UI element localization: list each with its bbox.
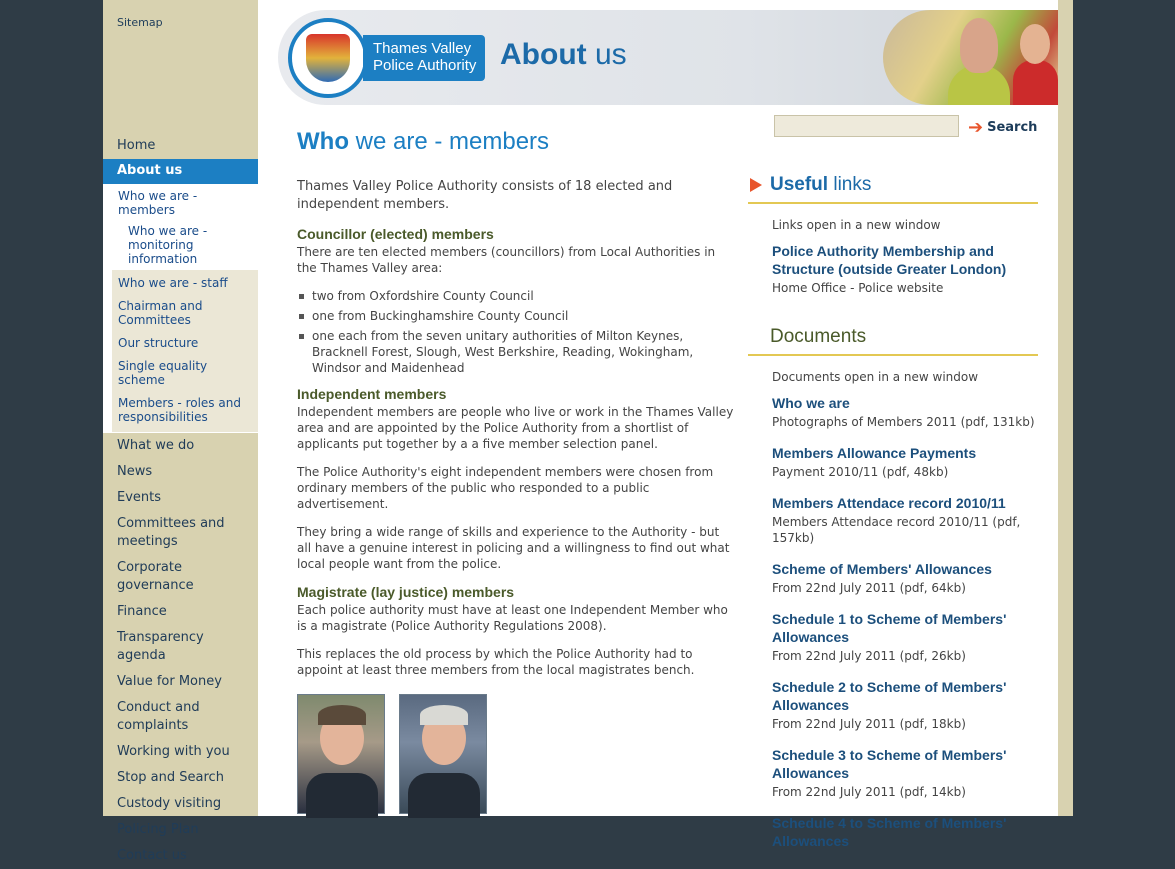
heading-councillor: Councillor (elected) members: [297, 226, 494, 242]
subnav-members-roles[interactable]: Members - roles and responsibilities: [118, 396, 241, 424]
logo-line2: Police Authority: [373, 57, 477, 74]
member-photos: [297, 694, 735, 814]
subnav-single-equality-scheme[interactable]: Single equality scheme: [118, 359, 208, 387]
heading-independent: Independent members: [297, 386, 447, 402]
doc-desc: From 22nd July 2011 (pdf, 26kb): [772, 649, 966, 663]
doc-desc: From 22nd July 2011 (pdf, 14kb): [772, 785, 966, 799]
useful-links-note: Links open in a new window: [772, 218, 941, 232]
documents-note: Documents open in a new window: [772, 370, 979, 384]
list-item: one each from the seven unitary authorities of Milton Keynes, Bracknell Forest, Slough, West Berkshire, Reading, Wokingham, Windsor and Maidenhead: [297, 328, 735, 376]
header-title: [500, 38, 627, 72]
independent-text-1: Independent members are people who live or work in the Thames Valley area and are appointed by the Police Authority from a shortlist of applicants put together by a a five member selection panel.: [297, 405, 734, 451]
useful-links-heading-rest: links: [828, 174, 872, 195]
nav-home[interactable]: Home: [117, 138, 156, 153]
logo-line1: Thames Valley: [373, 40, 472, 57]
nav-transparency-agenda[interactable]: Transparency agenda: [117, 630, 204, 663]
crest-icon: [306, 34, 350, 82]
councillor-list: [297, 288, 735, 376]
right-border-strip: [1058, 0, 1073, 816]
nav-corporate-governance[interactable]: Corporate governance: [117, 560, 194, 593]
doc-desc: Members Attendace record 2010/11 (pdf, 157kb): [772, 515, 1021, 545]
magistrate-text-2: This replaces the old process by which the Police Authority had to appoint at least three members from the local magistrates bench.: [297, 647, 695, 677]
useful-links-heading-bold: Useful: [770, 174, 829, 195]
documents-heading: Documents: [748, 324, 1038, 356]
doc-desc: From 22nd July 2011 (pdf, 64kb): [772, 581, 966, 595]
search-button-label: Search: [987, 120, 1038, 135]
nav-custody-visiting[interactable]: Custody visiting: [117, 796, 222, 811]
list-item: one from Buckinghamshire County Council: [297, 308, 735, 324]
about-subnav: [103, 184, 258, 433]
independent-text-2: The Police Authority's eight independent members were chosen from ordinary members of the public who responded to a public advertisement.: [297, 465, 714, 511]
nav-stop-and-search[interactable]: Stop and Search: [117, 770, 224, 785]
nav-policing-plan[interactable]: Policing Plan: [117, 822, 199, 837]
logo[interactable]: [288, 18, 368, 98]
list-item: two from Oxfordshire County Council: [297, 288, 735, 304]
nav-contact-us[interactable]: Contact us: [117, 848, 187, 863]
doc-link[interactable]: Schedule 2 to Scheme of Members' Allowances: [772, 679, 1007, 713]
subnav-chairman-committees[interactable]: Chairman and Committees: [118, 299, 203, 327]
subnav-who-we-are-members[interactable]: Who we are - members: [118, 189, 198, 217]
nav-events[interactable]: Events: [117, 490, 162, 505]
doc-link[interactable]: Members Allowance Payments: [772, 445, 977, 461]
doc-link[interactable]: Who we are: [772, 395, 850, 411]
page-title-rest: we are - members: [348, 128, 550, 155]
heading-magistrate: Magistrate (lay justice) members: [297, 584, 515, 600]
about-subnav-2: [112, 270, 258, 432]
useful-link-desc: Home Office - Police website: [772, 281, 944, 295]
page-title: [297, 128, 735, 156]
nav-conduct-complaints[interactable]: Conduct and complaints: [117, 700, 200, 733]
page: [103, 0, 1073, 863]
doc-link[interactable]: Scheme of Members' Allowances: [772, 561, 992, 577]
useful-link[interactable]: Police Authority Membership and Structure (outside Greater London): [772, 243, 1007, 277]
search-input[interactable]: [774, 115, 959, 137]
doc-link[interactable]: Schedule 3 to Scheme of Members' Allowances: [772, 747, 1007, 781]
logo-text: [363, 35, 485, 81]
doc-desc: Photographs of Members 2011 (pdf, 131kb): [772, 415, 1035, 429]
right-sidebar: [748, 172, 1038, 850]
documents-list: [748, 356, 1038, 850]
doc-desc: Payment 2010/11 (pdf, 48kb): [772, 465, 949, 479]
sitemap-link[interactable]: Sitemap: [117, 16, 163, 29]
doc-link[interactable]: Schedule 4 to Scheme of Members' Allowances: [772, 815, 1007, 849]
header-photo: [883, 10, 1058, 105]
councillor-text: There are ten elected members (councillors) from Local Authorities in the Thames Valley area:: [297, 245, 716, 275]
member-photo[interactable]: [399, 694, 487, 814]
member-photo[interactable]: [297, 694, 385, 814]
header-title-bold: About: [500, 38, 587, 71]
nav-value-for-money[interactable]: Value for Money: [117, 674, 222, 689]
intro-text: Thames Valley Police Authority consists of 18 elected and independent members.: [297, 179, 673, 212]
arrow-right-icon: ➔: [968, 117, 984, 138]
main-content: [297, 128, 735, 814]
useful-links-heading: [748, 172, 1038, 204]
doc-desc: From 22nd July 2011 (pdf, 18kb): [772, 717, 966, 731]
subnav-monitoring-information[interactable]: Who we are - monitoring information: [128, 224, 208, 266]
main-nav: [103, 133, 258, 869]
header-banner: [278, 10, 1058, 105]
search-box: [774, 115, 1038, 138]
doc-link[interactable]: Members Attendace record 2010/11: [772, 495, 1006, 511]
doc-link[interactable]: Schedule 1 to Scheme of Members' Allowances: [772, 611, 1007, 645]
page-title-bold: Who: [297, 128, 349, 155]
nav-finance[interactable]: Finance: [117, 604, 167, 619]
nav-about-us[interactable]: About us: [103, 159, 258, 184]
search-button[interactable]: [968, 117, 1037, 138]
left-sidebar: [103, 0, 258, 863]
nav-what-we-do[interactable]: What we do: [117, 438, 195, 453]
header-title-rest: us: [586, 38, 627, 71]
nav-committees-meetings[interactable]: Committees and meetings: [117, 516, 225, 549]
subnav-who-we-are-staff[interactable]: Who we are - staff: [118, 276, 228, 290]
independent-text-3: They bring a wide range of skills and experience to the Authority - but all have a genuine interest in policing and a willingness to find out what local people want from the police.: [297, 525, 730, 571]
nav-news[interactable]: News: [117, 464, 153, 479]
useful-links-list: [748, 204, 1038, 296]
nav-working-with-you[interactable]: Working with you: [117, 744, 230, 759]
triangle-right-icon: [750, 178, 762, 192]
magistrate-text-1: Each police authority must have at least one Independent Member who is a magistrate (Police Authority Regulations 2008).: [297, 603, 728, 633]
subnav-our-structure[interactable]: Our structure: [118, 336, 199, 350]
